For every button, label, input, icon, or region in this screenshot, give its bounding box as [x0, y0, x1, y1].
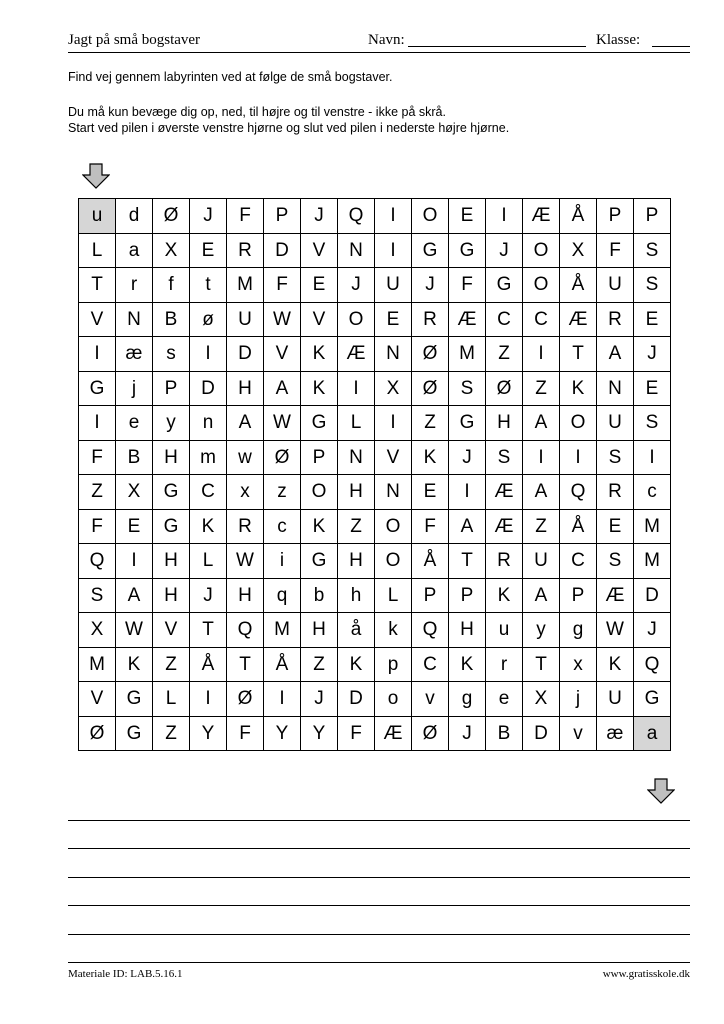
maze-cell[interactable]: N — [338, 234, 375, 269]
maze-cell[interactable]: Ø — [412, 337, 449, 372]
maze-cell[interactable]: x — [560, 648, 597, 683]
maze-cell[interactable]: g — [560, 613, 597, 648]
maze-cell[interactable]: L — [375, 579, 412, 614]
maze-cell[interactable]: Q — [560, 475, 597, 510]
maze-cell[interactable]: Æ — [375, 717, 412, 752]
maze-cell[interactable]: F — [338, 717, 375, 752]
maze-cell[interactable]: e — [116, 406, 153, 441]
maze-cell[interactable]: I — [449, 475, 486, 510]
maze-cell[interactable]: H — [301, 613, 338, 648]
maze-cell[interactable]: J — [449, 441, 486, 476]
maze-cell[interactable]: Å — [264, 648, 301, 683]
maze-cell[interactable]: R — [597, 475, 634, 510]
maze-cell[interactable]: D — [264, 234, 301, 269]
maze-cell[interactable]: I — [116, 544, 153, 579]
maze-cell[interactable]: K — [190, 510, 227, 545]
maze-cell[interactable]: K — [486, 579, 523, 614]
maze-cell[interactable]: q — [264, 579, 301, 614]
maze-cell[interactable]: J — [634, 613, 671, 648]
maze-cell[interactable]: Æ — [486, 475, 523, 510]
writing-line[interactable] — [68, 905, 690, 906]
maze-cell[interactable]: I — [375, 234, 412, 269]
maze-cell[interactable]: Y — [301, 717, 338, 752]
maze-cell[interactable]: S — [634, 234, 671, 269]
maze-cell[interactable]: X — [523, 682, 560, 717]
maze-cell[interactable]: R — [227, 510, 264, 545]
maze-cell[interactable]: H — [338, 544, 375, 579]
maze-cell[interactable]: T — [190, 613, 227, 648]
maze-cell[interactable]: P — [301, 441, 338, 476]
maze-cell[interactable]: t — [190, 268, 227, 303]
maze-cell[interactable]: H — [449, 613, 486, 648]
maze-cell[interactable]: N — [375, 337, 412, 372]
maze-end-cell[interactable]: a — [634, 717, 671, 752]
maze-cell[interactable]: N — [116, 303, 153, 338]
maze-cell[interactable]: T — [560, 337, 597, 372]
maze-cell[interactable]: s — [153, 337, 190, 372]
maze-grid — [78, 198, 671, 751]
maze-cell[interactable]: G — [634, 682, 671, 717]
maze-cell[interactable]: r — [486, 648, 523, 683]
maze-cell[interactable]: Z — [412, 406, 449, 441]
instruction-line-1: Find vej gennem labyrinten ved at følge de små bogstaver. — [68, 70, 393, 84]
maze-cell[interactable]: C — [412, 648, 449, 683]
maze-cell[interactable]: L — [338, 406, 375, 441]
maze-cell[interactable]: R — [227, 234, 264, 269]
maze-cell[interactable]: S — [79, 579, 116, 614]
maze-cell[interactable]: U — [597, 682, 634, 717]
material-id: Materiale ID: LAB.5.16.1 — [68, 968, 183, 980]
maze-cell[interactable]: U — [597, 406, 634, 441]
maze-cell[interactable]: Z — [486, 337, 523, 372]
maze-cell[interactable]: N — [338, 441, 375, 476]
maze-cell[interactable]: S — [486, 441, 523, 476]
maze-cell[interactable]: A — [264, 372, 301, 407]
maze-cell[interactable]: I — [264, 682, 301, 717]
maze-cell[interactable]: D — [634, 579, 671, 614]
maze-cell[interactable]: P — [597, 199, 634, 234]
maze-cell[interactable]: G — [116, 682, 153, 717]
maze-cell[interactable]: V — [153, 613, 190, 648]
maze-cell[interactable]: Ø — [486, 372, 523, 407]
maze-cell[interactable]: U — [227, 303, 264, 338]
maze-cell[interactable]: Q — [634, 648, 671, 683]
maze-cell[interactable]: g — [449, 682, 486, 717]
maze-cell[interactable]: E — [449, 199, 486, 234]
maze-cell[interactable]: b — [301, 579, 338, 614]
page-header — [68, 30, 690, 53]
maze-cell[interactable]: J — [190, 199, 227, 234]
maze-cell[interactable]: R — [597, 303, 634, 338]
maze-cell[interactable]: I — [190, 337, 227, 372]
instruction-line-2: Du må kun bevæge dig op, ned, til højre og til venstre - ikke på skrå. — [68, 105, 446, 119]
maze-cell[interactable]: O — [375, 544, 412, 579]
maze-cell[interactable]: A — [597, 337, 634, 372]
maze-cell[interactable]: H — [153, 441, 190, 476]
class-field-line[interactable] — [652, 46, 690, 47]
maze-cell[interactable]: K — [449, 648, 486, 683]
maze-cell[interactable]: G — [412, 234, 449, 269]
maze-cell[interactable]: w — [227, 441, 264, 476]
maze-cell[interactable]: I — [523, 337, 560, 372]
maze-cell[interactable]: I — [338, 372, 375, 407]
maze-cell[interactable]: å — [338, 613, 375, 648]
maze-cell[interactable]: J — [449, 717, 486, 752]
page-footer — [68, 962, 690, 987]
maze-cell[interactable]: P — [412, 579, 449, 614]
maze-cell[interactable]: e — [486, 682, 523, 717]
maze-cell[interactable]: Z — [79, 475, 116, 510]
maze-cell[interactable]: J — [486, 234, 523, 269]
maze-cell[interactable]: A — [227, 406, 264, 441]
maze-cell[interactable]: n — [190, 406, 227, 441]
maze-cell[interactable]: O — [412, 199, 449, 234]
maze-cell[interactable]: I — [190, 682, 227, 717]
maze-cell[interactable]: D — [190, 372, 227, 407]
maze-cell[interactable]: m — [190, 441, 227, 476]
name-label: Navn: — [368, 32, 405, 48]
maze-cell[interactable]: W — [227, 544, 264, 579]
maze-cell[interactable]: E — [301, 268, 338, 303]
maze-cell[interactable]: O — [375, 510, 412, 545]
maze-cell[interactable]: J — [301, 199, 338, 234]
maze-cell[interactable]: G — [449, 406, 486, 441]
maze-cell[interactable]: W — [116, 613, 153, 648]
maze-cell[interactable]: L — [190, 544, 227, 579]
maze-cell[interactable]: E — [634, 303, 671, 338]
maze-cell[interactable]: J — [412, 268, 449, 303]
maze-cell[interactable]: V — [301, 234, 338, 269]
maze-cell[interactable]: Ø — [412, 372, 449, 407]
maze-cell[interactable]: Ø — [153, 199, 190, 234]
maze-cell[interactable]: F — [412, 510, 449, 545]
maze-cell[interactable]: o — [375, 682, 412, 717]
maze-cell[interactable]: c — [264, 510, 301, 545]
writing-line[interactable] — [68, 934, 690, 935]
maze-cell[interactable]: Æ — [449, 303, 486, 338]
maze-cell[interactable]: V — [79, 303, 116, 338]
maze-cell[interactable]: H — [153, 579, 190, 614]
maze-cell[interactable]: K — [301, 337, 338, 372]
maze-cell[interactable]: Ø — [412, 717, 449, 752]
maze-cell[interactable]: G — [486, 268, 523, 303]
maze-cell[interactable]: f — [153, 268, 190, 303]
maze-cell[interactable]: Y — [190, 717, 227, 752]
maze-cell[interactable]: Æ — [338, 337, 375, 372]
maze-cell[interactable]: X — [153, 234, 190, 269]
maze-cell[interactable]: E — [634, 372, 671, 407]
class-label: Klasse: — [596, 32, 641, 48]
maze-cell[interactable]: P — [153, 372, 190, 407]
maze-cell[interactable]: Q — [79, 544, 116, 579]
maze-cell[interactable]: Å — [560, 510, 597, 545]
maze-cell[interactable]: K — [301, 372, 338, 407]
maze-cell[interactable]: O — [523, 234, 560, 269]
maze-cell[interactable]: T — [523, 648, 560, 683]
maze-cell[interactable]: N — [597, 372, 634, 407]
maze-cell[interactable]: Z — [153, 648, 190, 683]
maze-cell[interactable]: K — [116, 648, 153, 683]
maze-cell[interactable]: G — [116, 717, 153, 752]
maze-cell[interactable]: r — [116, 268, 153, 303]
maze-cell[interactable]: M — [634, 544, 671, 579]
maze-cell[interactable]: I — [560, 441, 597, 476]
maze-cell[interactable]: x — [227, 475, 264, 510]
maze-cell[interactable]: P — [264, 199, 301, 234]
maze-cell[interactable]: B — [153, 303, 190, 338]
maze-cell[interactable]: B — [486, 717, 523, 752]
name-field-line[interactable] — [408, 46, 586, 47]
maze-cell[interactable]: N — [375, 475, 412, 510]
maze-cell[interactable]: K — [597, 648, 634, 683]
maze-cell[interactable]: I — [79, 337, 116, 372]
maze-cell[interactable]: G — [301, 544, 338, 579]
maze-cell[interactable]: A — [523, 406, 560, 441]
maze-cell[interactable]: F — [79, 441, 116, 476]
maze-cell[interactable]: V — [301, 303, 338, 338]
maze-cell[interactable]: O — [560, 406, 597, 441]
maze-cell[interactable]: Q — [338, 199, 375, 234]
maze-cell[interactable]: G — [449, 234, 486, 269]
maze-cell[interactable]: k — [375, 613, 412, 648]
maze-cell[interactable]: J — [338, 268, 375, 303]
maze-cell[interactable]: M — [227, 268, 264, 303]
maze-cell[interactable]: y — [153, 406, 190, 441]
maze-cell[interactable]: H — [153, 544, 190, 579]
maze-cell[interactable]: Z — [523, 510, 560, 545]
maze-cell[interactable]: E — [597, 510, 634, 545]
maze-cell[interactable]: Å — [560, 268, 597, 303]
maze-cell[interactable]: C — [523, 303, 560, 338]
maze-cell[interactable]: Å — [190, 648, 227, 683]
maze-cell[interactable]: J — [301, 682, 338, 717]
start-down-arrow-icon — [82, 163, 110, 189]
maze-cell[interactable]: P — [560, 579, 597, 614]
maze-cell[interactable]: S — [597, 544, 634, 579]
maze-cell[interactable]: T — [79, 268, 116, 303]
maze-cell[interactable]: I — [375, 199, 412, 234]
instruction-line-3: Start ved pilen i øverste venstre hjørne og slut ved pilen i nederste højre hjørne. — [68, 121, 510, 135]
maze-cell[interactable]: T — [227, 648, 264, 683]
maze-cell[interactable]: W — [597, 613, 634, 648]
maze-cell[interactable]: U — [523, 544, 560, 579]
maze-cell[interactable]: A — [449, 510, 486, 545]
maze-cell[interactable]: R — [412, 303, 449, 338]
maze-cell[interactable]: F — [597, 234, 634, 269]
maze-cell[interactable]: i — [264, 544, 301, 579]
maze-cell[interactable]: H — [227, 372, 264, 407]
maze-cell[interactable]: Z — [153, 717, 190, 752]
maze-cell[interactable]: B — [116, 441, 153, 476]
writing-line[interactable] — [68, 877, 690, 878]
maze-cell[interactable]: Æ — [523, 199, 560, 234]
maze-cell[interactable]: V — [375, 441, 412, 476]
maze-cell[interactable]: Z — [338, 510, 375, 545]
maze-cell[interactable]: L — [79, 234, 116, 269]
maze-cell[interactable]: I — [634, 441, 671, 476]
maze-cell[interactable]: J — [634, 337, 671, 372]
maze-cell[interactable]: F — [449, 268, 486, 303]
maze-cell[interactable]: D — [523, 717, 560, 752]
maze-cell[interactable]: S — [634, 268, 671, 303]
maze-cell[interactable]: E — [412, 475, 449, 510]
maze-cell[interactable]: W — [264, 406, 301, 441]
maze-cell[interactable]: X — [79, 613, 116, 648]
maze-cell[interactable]: O — [338, 303, 375, 338]
maze-cell[interactable]: Ø — [79, 717, 116, 752]
maze-cell[interactable]: D — [338, 682, 375, 717]
maze-cell[interactable]: C — [486, 303, 523, 338]
maze-cell[interactable]: Y — [264, 717, 301, 752]
maze-cell[interactable]: ø — [190, 303, 227, 338]
maze-cell[interactable]: j — [116, 372, 153, 407]
maze-cell[interactable]: G — [79, 372, 116, 407]
maze-cell[interactable]: J — [190, 579, 227, 614]
maze-cell[interactable]: Æ — [486, 510, 523, 545]
maze-cell[interactable]: H — [338, 475, 375, 510]
maze-cell[interactable]: I — [523, 441, 560, 476]
maze-cell[interactable]: D — [227, 337, 264, 372]
maze-cell[interactable]: z — [264, 475, 301, 510]
maze-cell[interactable]: I — [375, 406, 412, 441]
maze-cell[interactable]: F — [79, 510, 116, 545]
maze-cell[interactable]: F — [227, 717, 264, 752]
maze-cell[interactable]: F — [227, 199, 264, 234]
maze-cell[interactable]: A — [523, 475, 560, 510]
maze-cell[interactable]: P — [634, 199, 671, 234]
maze-cell[interactable]: A — [116, 579, 153, 614]
maze-cell[interactable]: C — [190, 475, 227, 510]
maze-cell[interactable]: E — [116, 510, 153, 545]
website-link[interactable]: www.gratisskole.dk — [602, 968, 690, 980]
maze-cell[interactable]: E — [375, 303, 412, 338]
maze-cell[interactable]: Ø — [227, 682, 264, 717]
maze-cell[interactable]: Z — [301, 648, 338, 683]
maze-cell[interactable]: M — [264, 613, 301, 648]
maze-cell[interactable]: V — [264, 337, 301, 372]
maze-cell[interactable]: H — [486, 406, 523, 441]
maze-cell[interactable]: v — [412, 682, 449, 717]
maze-cell[interactable]: X — [116, 475, 153, 510]
maze-cell[interactable]: j — [560, 682, 597, 717]
maze-cell[interactable]: æ — [597, 717, 634, 752]
maze-cell[interactable]: M — [634, 510, 671, 545]
maze-cell[interactable]: K — [412, 441, 449, 476]
maze-cell[interactable]: P — [449, 579, 486, 614]
maze-cell[interactable]: G — [153, 475, 190, 510]
maze-cell[interactable]: G — [153, 510, 190, 545]
maze-cell[interactable]: X — [375, 372, 412, 407]
maze-cell[interactable]: Z — [523, 372, 560, 407]
maze-cell[interactable]: U — [597, 268, 634, 303]
maze-cell[interactable]: L — [153, 682, 190, 717]
maze-cell[interactable]: M — [449, 337, 486, 372]
maze-cell[interactable]: T — [449, 544, 486, 579]
maze-cell[interactable]: A — [523, 579, 560, 614]
writing-line[interactable] — [68, 848, 690, 849]
maze-cell[interactable]: Å — [412, 544, 449, 579]
maze-cell[interactable]: U — [375, 268, 412, 303]
end-down-arrow-icon — [647, 778, 675, 804]
maze-cell[interactable]: I — [486, 199, 523, 234]
maze-cell[interactable]: O — [301, 475, 338, 510]
maze-cell[interactable]: c — [634, 475, 671, 510]
maze-cell[interactable]: F — [264, 268, 301, 303]
maze-cell[interactable]: I — [79, 406, 116, 441]
writing-line[interactable] — [68, 820, 690, 821]
maze-cell[interactable]: H — [227, 579, 264, 614]
maze-cell[interactable]: S — [634, 406, 671, 441]
maze-cell[interactable]: a — [116, 234, 153, 269]
maze-cell[interactable]: v — [560, 717, 597, 752]
maze-cell[interactable]: S — [449, 372, 486, 407]
maze-cell[interactable]: V — [79, 682, 116, 717]
maze-cell[interactable]: u — [486, 613, 523, 648]
maze-cell[interactable]: Q — [412, 613, 449, 648]
maze-cell[interactable]: K — [338, 648, 375, 683]
maze-cell[interactable]: p — [375, 648, 412, 683]
maze-cell[interactable]: X — [560, 234, 597, 269]
maze-cell[interactable]: Æ — [560, 303, 597, 338]
maze-cell[interactable]: Æ — [597, 579, 634, 614]
maze-cell[interactable]: h — [338, 579, 375, 614]
maze-cell[interactable]: W — [264, 303, 301, 338]
maze-cell[interactable]: M — [79, 648, 116, 683]
maze-cell[interactable]: S — [597, 441, 634, 476]
maze-cell[interactable]: æ — [116, 337, 153, 372]
maze-cell[interactable]: K — [560, 372, 597, 407]
maze-start-cell[interactable]: u — [79, 199, 116, 234]
maze-cell[interactable]: O — [523, 268, 560, 303]
maze-cell[interactable]: Å — [560, 199, 597, 234]
maze-cell[interactable]: y — [523, 613, 560, 648]
maze-cell[interactable]: G — [301, 406, 338, 441]
maze-cell[interactable]: R — [486, 544, 523, 579]
maze-cell[interactable]: Ø — [264, 441, 301, 476]
worksheet-title: Jagt på små bogstaver — [68, 32, 201, 48]
maze-cell[interactable]: C — [560, 544, 597, 579]
maze-cell[interactable]: d — [116, 199, 153, 234]
maze-cell[interactable]: Q — [227, 613, 264, 648]
maze-cell[interactable]: E — [190, 234, 227, 269]
maze-cell[interactable]: K — [301, 510, 338, 545]
